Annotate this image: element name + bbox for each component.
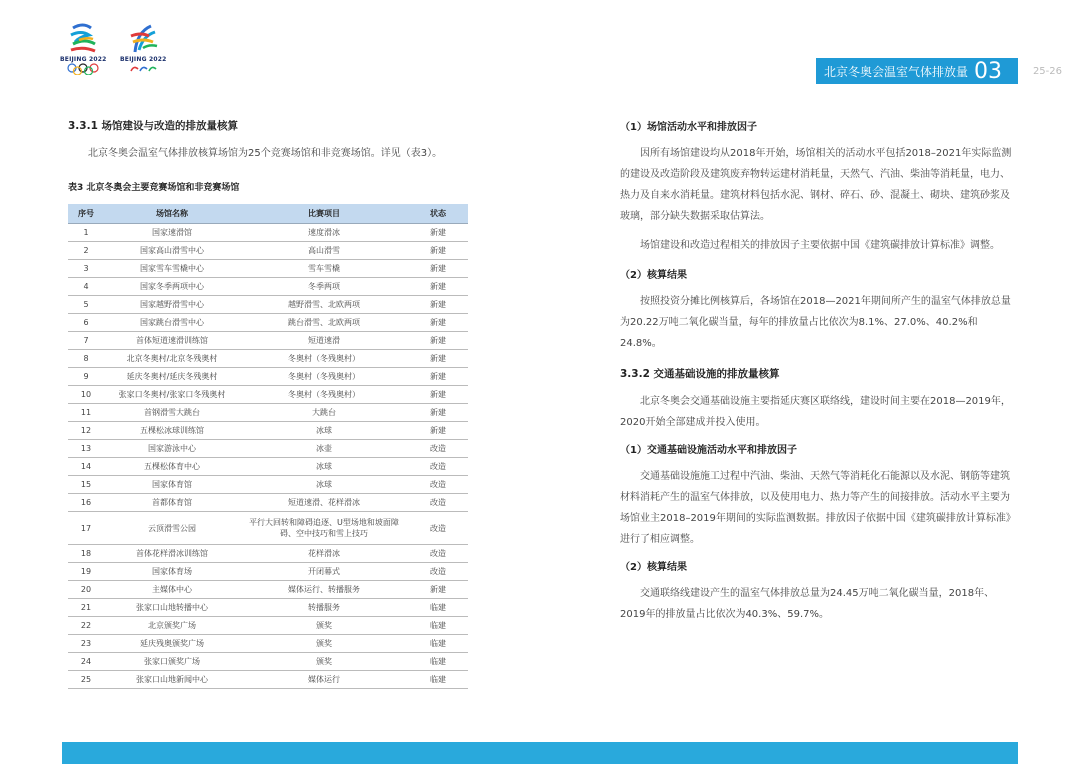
- cell-venue: 首钢滑雪大跳台: [104, 404, 240, 422]
- table-row: [68, 224, 468, 242]
- table-row: [68, 563, 468, 581]
- cell-venue: 首体花样滑冰训练馆: [104, 545, 240, 563]
- cell-event: 冰球: [240, 476, 408, 494]
- cell-venue: 云顶滑雪公园: [104, 512, 240, 545]
- col-header-event: 比赛项目: [240, 204, 408, 224]
- cell-venue: 国家越野滑雪中心: [104, 296, 240, 314]
- cell-no: 1: [68, 224, 104, 242]
- cell-event: 花样滑冰: [240, 545, 408, 563]
- cell-no: 4: [68, 278, 104, 296]
- transport-activity-para: 交通基础设施施工过程中汽油、柴油、天然气等消耗化石能源以及水泥、钢筋等建筑材料消耗产生的温室气体排放，以及使用电力、热力等产生的间接排放。活动水平主要为场馆业主2018–2019年期间的实际监测数据。排放因子依据中国《建筑碳排放计算标准》进行了相应调整。: [620, 471, 1011, 545]
- cell-event: 短道速滑、花样滑冰: [240, 494, 408, 512]
- col-header-venue: 场馆名称: [104, 204, 240, 224]
- table-3-title: 表3 北京冬奥会主要竞赛场馆和非竞赛场馆: [68, 183, 240, 193]
- table-row: [68, 635, 468, 653]
- footer-bar: [62, 742, 1018, 764]
- table-row: [68, 545, 468, 563]
- cell-no: 10: [68, 386, 104, 404]
- cell-status: 新建: [408, 386, 468, 404]
- cell-event: 开闭幕式: [240, 563, 408, 581]
- cell-venue: 国家速滑馆: [104, 224, 240, 242]
- table-row: [68, 458, 468, 476]
- cell-venue: 延庆残奥颁奖广场: [104, 635, 240, 653]
- table-row: [68, 278, 468, 296]
- cell-event: 冰球: [240, 422, 408, 440]
- cell-event: 冰球: [240, 458, 408, 476]
- cell-event: 媒体运行: [240, 671, 408, 689]
- cell-event: 冬奥村（冬残奥村）: [240, 368, 408, 386]
- cell-no: 2: [68, 242, 104, 260]
- venue-result-para: 按照投资分摊比例核算后，各场馆在2018—2021年期间所产生的温室气体排放总量为20.22万吨二氧化碳当量，每年的排放量占比依次为8.1%、27.0%、40.2%和24.8%。: [620, 296, 1011, 349]
- table-row: [68, 386, 468, 404]
- cell-no: 14: [68, 458, 104, 476]
- table-row: [68, 512, 468, 545]
- cell-event: 媒体运行、转播服务: [240, 581, 408, 599]
- paralympic-logo-text: BEIJING 2022: [120, 56, 167, 63]
- col-header-status: 状态: [408, 204, 468, 224]
- section-3-3-1-title: 3.3.1 场馆建设与改造的排放量核算: [68, 120, 239, 132]
- cell-event: 平行大回转和障碍追逐、U型场地和坡面障碍、空中技巧和雪上技巧: [240, 512, 408, 545]
- cell-venue: 国家雪车雪橇中心: [104, 260, 240, 278]
- cell-venue: 五棵松体育中心: [104, 458, 240, 476]
- cell-no: 8: [68, 350, 104, 368]
- left-column: [68, 118, 468, 689]
- cell-no: 16: [68, 494, 104, 512]
- cell-venue: 五棵松冰球训练馆: [104, 422, 240, 440]
- cell-venue: 张家口冬奥村/张家口冬残奥村: [104, 386, 240, 404]
- cell-status: 新建: [408, 296, 468, 314]
- cell-venue: 张家口山地转播中心: [104, 599, 240, 617]
- cell-status: 改造: [408, 563, 468, 581]
- cell-no: 20: [68, 581, 104, 599]
- cell-status: 新建: [408, 224, 468, 242]
- olympic-logo-text: BEIJING 2022: [60, 56, 107, 63]
- cell-no: 22: [68, 617, 104, 635]
- cell-venue: 张家口山地新闻中心: [104, 671, 240, 689]
- cell-status: 新建: [408, 404, 468, 422]
- cell-status: 改造: [408, 512, 468, 545]
- paralympic-agitos-icon: [125, 63, 161, 75]
- venue-activity-para-1: 因所有场馆建设均从2018年开始，场馆相关的活动水平包括2018–2021年实际监测的建设及改造阶段及建筑废弃物转运建材消耗量，天然气、汽油、柴油等消耗量，电力、热力及自来水消耗量。建筑材料包括水泥、钢材、碎石、砂、混凝土、砌块、建筑砂浆及玻璃，部分缺失数据采取估算法。: [620, 148, 1012, 222]
- table-row: [68, 314, 468, 332]
- cell-no: 9: [68, 368, 104, 386]
- cell-status: 改造: [408, 440, 468, 458]
- cell-event: 转播服务: [240, 599, 408, 617]
- table-row: [68, 422, 468, 440]
- transport-result-para: 交通联络线建设产生的温室气体排放总量为24.45万吨二氧化碳当量，2018年、2019年的排放量占比依次为40.3%、59.7%。: [620, 588, 995, 620]
- cell-venue: 首体短道速滑训练馆: [104, 332, 240, 350]
- beijing-2022-olympic-logo: [60, 22, 106, 75]
- right-column: [620, 118, 1012, 625]
- cell-venue: 北京颁奖广场: [104, 617, 240, 635]
- table-row: [68, 581, 468, 599]
- table-row: [68, 653, 468, 671]
- cell-no: 21: [68, 599, 104, 617]
- col-header-no: 序号: [68, 204, 104, 224]
- venue-table: [68, 204, 468, 689]
- table-row: [68, 260, 468, 278]
- cell-status: 新建: [408, 368, 468, 386]
- cell-no: 12: [68, 422, 104, 440]
- cell-venue: 张家口颁奖广场: [104, 653, 240, 671]
- venue-activity-title: （1）场馆活动水平和排放因子: [620, 122, 757, 133]
- cell-status: 新建: [408, 242, 468, 260]
- cell-no: 13: [68, 440, 104, 458]
- chapter-number: 03: [974, 58, 1003, 84]
- cell-event: 冬奥村（冬残奥村）: [240, 386, 408, 404]
- table-row: [68, 617, 468, 635]
- cell-venue: 国家冬季两项中心: [104, 278, 240, 296]
- page-numbers: 25-26: [1032, 66, 1062, 77]
- cell-event: 跳台滑雪、北欧两项: [240, 314, 408, 332]
- chapter-header-bar: [816, 58, 1018, 84]
- cell-status: 临建: [408, 635, 468, 653]
- cell-venue: 国家游泳中心: [104, 440, 240, 458]
- section-3-3-1-intro: 北京冬奥会温室气体排放核算场馆为25个竞赛场馆和非竞赛场馆。详见（表3）。: [88, 148, 443, 159]
- cell-no: 15: [68, 476, 104, 494]
- cell-no: 19: [68, 563, 104, 581]
- cell-event: 颁奖: [240, 653, 408, 671]
- cell-event: 颁奖: [240, 635, 408, 653]
- table-row: [68, 242, 468, 260]
- section-3-3-2-para: 北京冬奥会交通基础设施主要指延庆赛区联络线，建设时间主要在2018—2019年，2020开始全部建成并投入使用。: [620, 396, 1011, 428]
- cell-no: 25: [68, 671, 104, 689]
- cell-status: 新建: [408, 314, 468, 332]
- cell-no: 5: [68, 296, 104, 314]
- table-row: [68, 296, 468, 314]
- cell-event: 颁奖: [240, 617, 408, 635]
- table-row: [68, 332, 468, 350]
- venue-activity-para-2: 场馆建设和改造过程相关的排放因子主要依据中国《建筑碳排放计算标准》调整。: [640, 240, 1000, 251]
- transport-activity-title: （1）交通基础设施活动水平和排放因子: [620, 445, 797, 456]
- cell-event: 高山滑雪: [240, 242, 408, 260]
- cell-status: 临建: [408, 671, 468, 689]
- cell-event: 短道速滑: [240, 332, 408, 350]
- cell-status: 新建: [408, 332, 468, 350]
- cell-event: 冬奥村（冬残奥村）: [240, 350, 408, 368]
- cell-status: 临建: [408, 617, 468, 635]
- cell-status: 新建: [408, 260, 468, 278]
- cell-venue: 延庆冬奥村/延庆冬残奥村: [104, 368, 240, 386]
- cell-no: 24: [68, 653, 104, 671]
- cell-no: 7: [68, 332, 104, 350]
- cell-no: 6: [68, 314, 104, 332]
- cell-status: 新建: [408, 278, 468, 296]
- transport-result-title: （2）核算结果: [620, 562, 687, 573]
- cell-status: 改造: [408, 458, 468, 476]
- cell-venue: 国家高山滑雪中心: [104, 242, 240, 260]
- cell-status: 新建: [408, 581, 468, 599]
- cell-status: 临建: [408, 599, 468, 617]
- cell-no: 18: [68, 545, 104, 563]
- table-row: [68, 476, 468, 494]
- section-3-3-2-title: 3.3.2 交通基础设施的排放量核算: [620, 368, 780, 380]
- cell-event: 冬季两项: [240, 278, 408, 296]
- cell-venue: 国家体育馆: [104, 476, 240, 494]
- cell-event: 速度滑冰: [240, 224, 408, 242]
- cell-event: 越野滑雪、北欧两项: [240, 296, 408, 314]
- cell-status: 临建: [408, 653, 468, 671]
- table-row: [68, 440, 468, 458]
- cell-status: 改造: [408, 545, 468, 563]
- cell-event: 雪车雪橇: [240, 260, 408, 278]
- olympic-emblem-icon: [65, 22, 101, 56]
- table-row: [68, 350, 468, 368]
- beijing-2022-paralympic-logo: [120, 22, 166, 75]
- table-row: [68, 599, 468, 617]
- cell-no: 11: [68, 404, 104, 422]
- cell-no: 17: [68, 512, 104, 545]
- venue-result-title: （2）核算结果: [620, 270, 687, 281]
- olympic-rings-icon: [65, 63, 101, 75]
- cell-event: 冰壶: [240, 440, 408, 458]
- cell-venue: 国家跳台滑雪中心: [104, 314, 240, 332]
- cell-venue: 国家体育场: [104, 563, 240, 581]
- cell-status: 改造: [408, 494, 468, 512]
- table-header-row: [68, 204, 468, 224]
- paralympic-emblem-icon: [125, 22, 161, 56]
- cell-status: 新建: [408, 422, 468, 440]
- venue-table-body: [68, 224, 468, 689]
- cell-venue: 首都体育馆: [104, 494, 240, 512]
- cell-venue: 主媒体中心: [104, 581, 240, 599]
- logo-group: [60, 22, 166, 75]
- table-row: [68, 671, 468, 689]
- cell-status: 改造: [408, 476, 468, 494]
- cell-venue: 北京冬奥村/北京冬残奥村: [104, 350, 240, 368]
- cell-status: 新建: [408, 350, 468, 368]
- cell-event: 大跳台: [240, 404, 408, 422]
- table-row: [68, 368, 468, 386]
- table-row: [68, 494, 468, 512]
- cell-no: 3: [68, 260, 104, 278]
- chapter-title: 北京冬奥会温室气体排放量: [824, 64, 969, 79]
- table-row: [68, 404, 468, 422]
- cell-no: 23: [68, 635, 104, 653]
